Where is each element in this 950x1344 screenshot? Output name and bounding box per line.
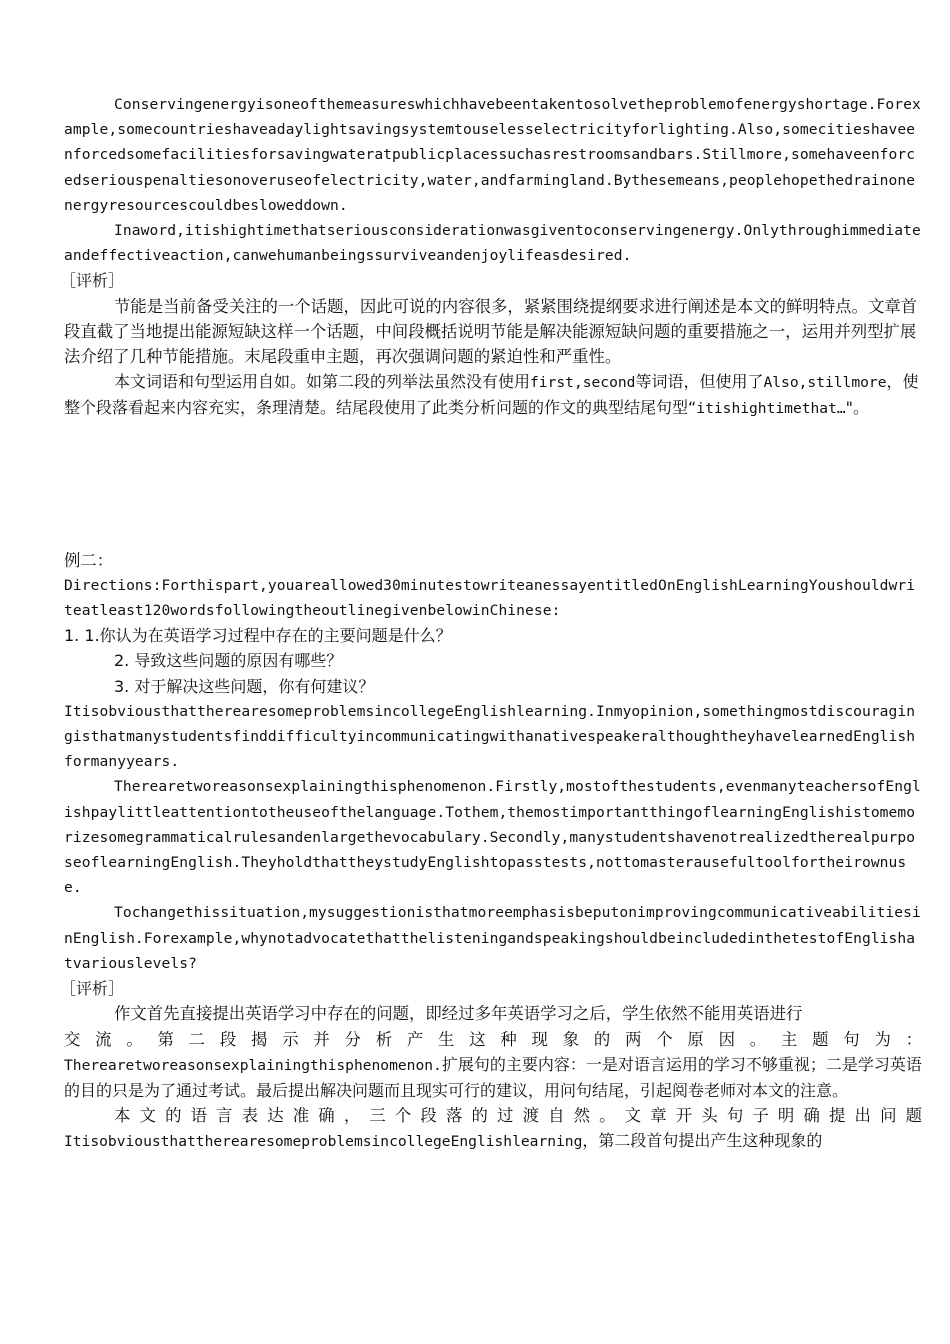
comment-english-sentence: Therearetworeasonsexplainingthisphenomenon. [64,1056,442,1074]
example2-comment2-line-1: 本 文 的 语 言 表 达 准 确 ， 三 个 段 落 的 过 渡 自 然 。 文 章 开 头 句 子 明 确 提 出 问 题 [114,1106,922,1126]
example2-comment-paragraph-rest [64,1052,922,1103]
essay1-paragraph-conclusion: Inaword,itishightimethatseriousconsiderationwasgiventoconservingenergy.Onlythroughimmediateandeffectiveaction,canwehumanbeingssurviveandenjoylifeasdesired. [64,222,921,265]
example2-essay-paragraph-1: ItisobviousthattherearesomeproblemsincollegeEnglishlearning.Inmyopinion,somethingmostdiscouragingisthatmanystudentsfinddifficultyincommunicatingwithanativespeakeralthoughtheyhavelearnedEnglishformanyyears. [64,702,916,771]
comment-text: ，第二段首句提出产生这种现象的 [582,1131,823,1151]
essay1-paragraph-conserving: Conservingenergyisoneofthemeasureswhichhavebeentakentosolvetheproblemofenergyshortage.Forexample,somecountrieshaveadaylightsavingsystemtouselesselectricityforlighting.Also,somecitieshaveenforcedsomefacilitiesforsavingwateratpublicplacessuchasrestroomsandbars.Stillmore,somehaveenforcedseriouspenaltiesonoveruseofelectricity,water,andfarmingland.Bythesemeans,peoplehopethedrainonenergyresourcescouldbesloweddown. [64,96,921,214]
comment-english-term: Also,stillmore [763,374,887,392]
comment-text: "。 [845,398,870,418]
section-spacer [64,422,922,548]
example2-comment-label: ［评析］ [60,979,125,999]
example2-directions: Directions:Forthispart,youareallowed30minutestowriteanessayentitledOnEnglishLearningYoushouldwriteatleast120wordsfollowingtheoutlinegivenbelowinChinese: [64,576,916,620]
comment-english-sentence: ItisobviousthattherearesomeproblemsincollegeEnglishlearning [64,1133,583,1151]
essay1-comment-paragraph-2 [64,369,922,421]
comment-text: 扩展句的主要内容：一是对语言运用的学习不够重视；二是学习英语的目的只是为了通过考试。最后提出解决问题而且现实可行的建议，用问句结尾，引起阅卷老师对本文的注意。 [64,1054,922,1100]
comment-text: ，使整个段落看起来内容充实，条理清楚。结尾段使用了此类分析问题的作文的典型结尾句型“ [64,372,919,418]
outline-item-2: 2. 导致这些问题的原因有哪些？ [114,651,343,671]
comment-english-term: first,second [530,374,636,392]
comment-text: 本文词语和句型运用自如。如第二段的列举法虽然没有使用 [114,372,531,392]
example2-comment-line-2: 交 流 。 第 二 段 揭 示 并 分 析 产 生 这 种 现 象 的 两 个 原 因 。 主 题 句 为 ： [64,1029,922,1049]
example2-comment-line-1: 作文首先直接提出英语学习中存在的问题，即经过多年英语学习之后，学生依然不能用英语进行 [114,1004,803,1024]
comment-english-term: itishightimethat… [696,400,846,418]
essay1-comment-paragraph-1: 节能是当前备受关注的一个话题，因此可说的内容很多，紧紧围绕提纲要求进行阐述是本文的鲜明特点。文章首段直截了当地提出能源短缺这样一个话题，中间段概括说明节能是解决能源短缺问题的重要措施之一，运用并列型扩展法介绍了几种节能措施。末尾段重申主题，再次强调问题的紧迫性和严重性。 [64,296,918,367]
example2-comment2-rest [64,1128,922,1154]
essay1-comment-label: ［评析］ [60,271,125,291]
outline-item-3: 3. 对于解决这些问题，你有何建议？ [114,676,375,696]
example2-essay-paragraph-3: Tochangethissituation,mysuggestionisthatmoreemphasisbeputonimprovingcommunicativeabilitiesinEnglish.Forexample,whynotadvocatethatthelisteningandspeakingshouldbeincludedinthetestofEnglishatvariouslevels? [64,904,921,972]
outline-item-1: 1. 1.你认为在英语学习过程中存在的主要问题是什么？ [64,626,452,646]
document-page [60,92,922,1155]
comment-text: 等词语，但使用了 [635,372,764,392]
example2-heading: 例二： [64,550,114,570]
example2-essay-paragraph-2: Therearetworeasonsexplainingthisphenomenon.Firstly,mostofthestudents,evenmanyteachersofEnglishpaylittleattentiontotheuseofthelanguage.Tothem,themostimportantthingoflearningEnglishistomemorizesomegrammaticalrulesandenlargethevocabulary.Secondly,manystudentshavenotrealizedtherealpurposeoflearningEnglish.TheyholdthattheystudyEnglishtopasstests,nottomasterausefultoolfortheirownuse. [64,778,921,897]
